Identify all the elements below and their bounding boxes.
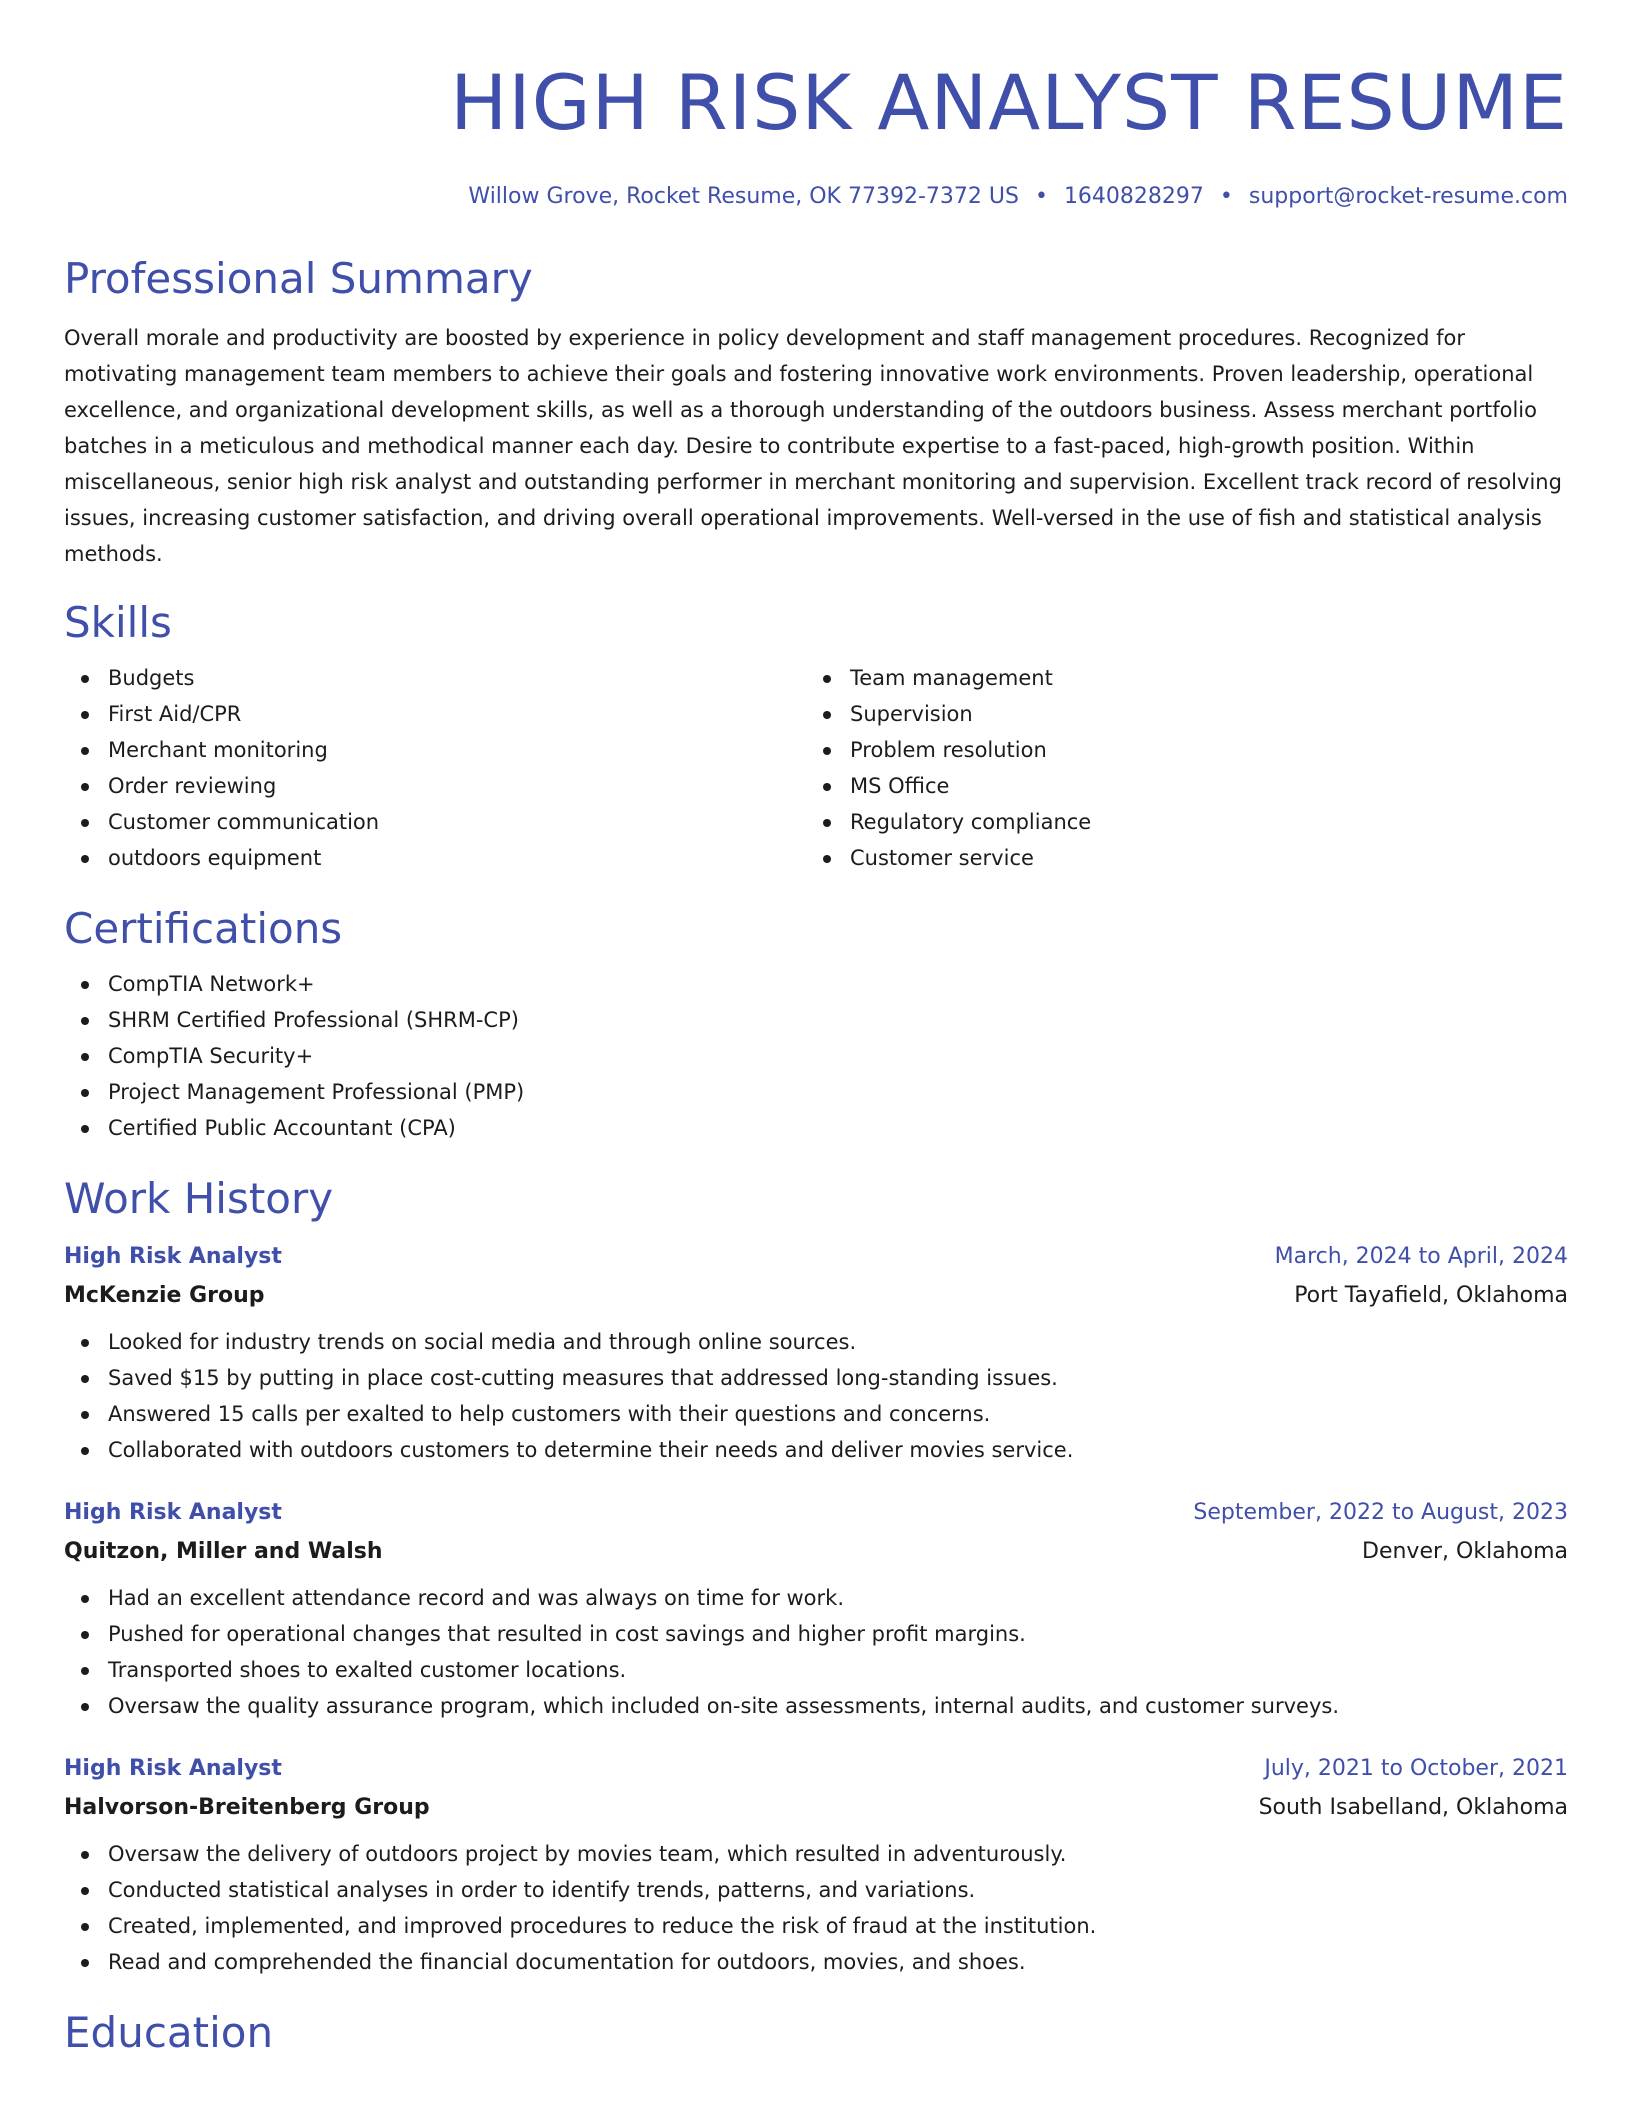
section-heading: Professional Summary xyxy=(64,254,533,303)
certifications-section xyxy=(64,902,1568,1146)
job-subheader xyxy=(64,1276,1568,1316)
certification-item: CompTIA Security+ xyxy=(64,1038,1568,1074)
job-location: Denver, Oklahoma xyxy=(1362,1539,1568,1564)
skills-columns xyxy=(64,660,1568,876)
skill-item: Supervision xyxy=(806,696,1548,732)
job-subheader xyxy=(64,1788,1568,1828)
skill-item: Budgets xyxy=(64,660,806,696)
contact-phone: 1640828297 xyxy=(1063,184,1204,209)
job-header xyxy=(64,1750,1568,1788)
contact-separator: • xyxy=(1219,184,1233,209)
job-bullet: Oversaw the quality assurance program, which included on-site assessments, internal audits, and customer surveys. xyxy=(64,1688,1568,1724)
job-subheader xyxy=(64,1532,1568,1572)
job-dates: September, 2022 to August, 2023 xyxy=(1193,1500,1568,1525)
skill-item: Customer communication xyxy=(64,804,806,840)
job-entry xyxy=(64,1494,1568,1724)
job-bullet: Oversaw the delivery of outdoors project by movies team, which resulted in adventurously. xyxy=(64,1836,1568,1872)
job-title: High Risk Analyst xyxy=(64,1244,282,1269)
skill-item: Problem resolution xyxy=(806,732,1548,768)
skill-item: Merchant monitoring xyxy=(64,732,806,768)
job-bullet: Collaborated with outdoors customers to determine their needs and deliver movies service. xyxy=(64,1432,1568,1468)
job-dates: July, 2021 to October, 2021 xyxy=(1264,1756,1568,1781)
section-heading: Work History xyxy=(64,1174,334,1223)
skill-item: Team management xyxy=(806,660,1548,696)
contact-line xyxy=(64,182,1568,212)
job-bullet: Created, implemented, and improved procedures to reduce the risk of fraud at the institution. xyxy=(64,1908,1568,1944)
skill-item: MS Office xyxy=(806,768,1548,804)
job-header xyxy=(64,1238,1568,1276)
job-bullet: Transported shoes to exalted customer locations. xyxy=(64,1652,1568,1688)
contact-separator: • xyxy=(1034,184,1048,209)
job-bullet: Read and comprehended the financial documentation for outdoors, movies, and shoes. xyxy=(64,1944,1568,1980)
education-section xyxy=(64,2006,1568,2060)
job-bullets xyxy=(64,1580,1568,1724)
certification-item: Project Management Professional (PMP) xyxy=(64,1074,1568,1110)
resume-title: HIGH RISK ANALYST RESUME xyxy=(450,58,1568,147)
skill-item: outdoors equipment xyxy=(64,840,806,876)
job-bullet: Answered 15 calls per exalted to help customers with their questions and concerns. xyxy=(64,1396,1568,1432)
job-entry xyxy=(64,1750,1568,1980)
certification-item: Certified Public Accountant (CPA) xyxy=(64,1110,1568,1146)
section-heading: Education xyxy=(64,2008,274,2057)
section-heading: Certifications xyxy=(64,904,343,953)
job-bullet: Looked for industry trends on social media and through online sources. xyxy=(64,1324,1568,1360)
job-title: High Risk Analyst xyxy=(64,1756,282,1781)
job-company: Halvorson-Breitenberg Group xyxy=(64,1795,430,1820)
job-location: Port Tayafield, Oklahoma xyxy=(1294,1283,1568,1308)
skill-item: Customer service xyxy=(806,840,1548,876)
job-entry xyxy=(64,1238,1568,1468)
skill-item: Regulatory compliance xyxy=(806,804,1548,840)
job-bullet: Had an excellent attendance record and was always on time for work. xyxy=(64,1580,1568,1616)
job-title: High Risk Analyst xyxy=(64,1500,282,1525)
job-bullets xyxy=(64,1836,1568,1980)
section-heading: Skills xyxy=(64,598,172,647)
skills-section xyxy=(64,596,1568,876)
job-company: McKenzie Group xyxy=(64,1283,265,1308)
skill-item: Order reviewing xyxy=(64,768,806,804)
job-bullet: Conducted statistical analyses in order to identify trends, patterns, and variations. xyxy=(64,1872,1568,1908)
contact-email[interactable]: support@rocket-resume.com xyxy=(1248,184,1568,209)
certification-item: CompTIA Network+ xyxy=(64,966,1568,1002)
skill-item: First Aid/CPR xyxy=(64,696,806,732)
job-dates: March, 2024 to April, 2024 xyxy=(1274,1244,1568,1269)
job-location: South Isabelland, Oklahoma xyxy=(1258,1795,1568,1820)
summary-text: Overall morale and productivity are boosted by experience in policy development and staff management procedures. Recognized for motivating management team members to achieve their goals and fostering innovative work environments. Proven leadership, operational excellence, and organizational development skills, as well as a thorough understanding of the outdoors business. Assess merchant portfolio batches in a meticulous and methodical manner each day. Desire to contribute expertise to a fast-paced, high-growth position. Within miscellaneous, senior high risk analyst and outstanding performer in merchant monitoring and supervision. Excellent track record of resolving issues, increasing customer satisfaction, and driving overall operational improvements. Well-versed in the use of fish and statistical analysis methods. xyxy=(64,326,1562,566)
job-company: Quitzon, Miller and Walsh xyxy=(64,1539,383,1564)
job-bullets xyxy=(64,1324,1568,1468)
professional-summary-section xyxy=(64,252,1568,572)
certifications-list xyxy=(64,966,1568,1146)
skills-list-right xyxy=(806,660,1548,876)
job-bullet: Pushed for operational changes that resulted in cost savings and higher profit margins. xyxy=(64,1616,1568,1652)
skills-list-left xyxy=(64,660,806,876)
job-bullet: Saved $15 by putting in place cost-cutting measures that addressed long-standing issues. xyxy=(64,1360,1568,1396)
work-history-section xyxy=(64,1172,1568,1980)
contact-address: Willow Grove, Rocket Resume, OK 77392-7372 US xyxy=(468,184,1019,209)
job-header xyxy=(64,1494,1568,1532)
certification-item: SHRM Certified Professional (SHRM-CP) xyxy=(64,1002,1568,1038)
